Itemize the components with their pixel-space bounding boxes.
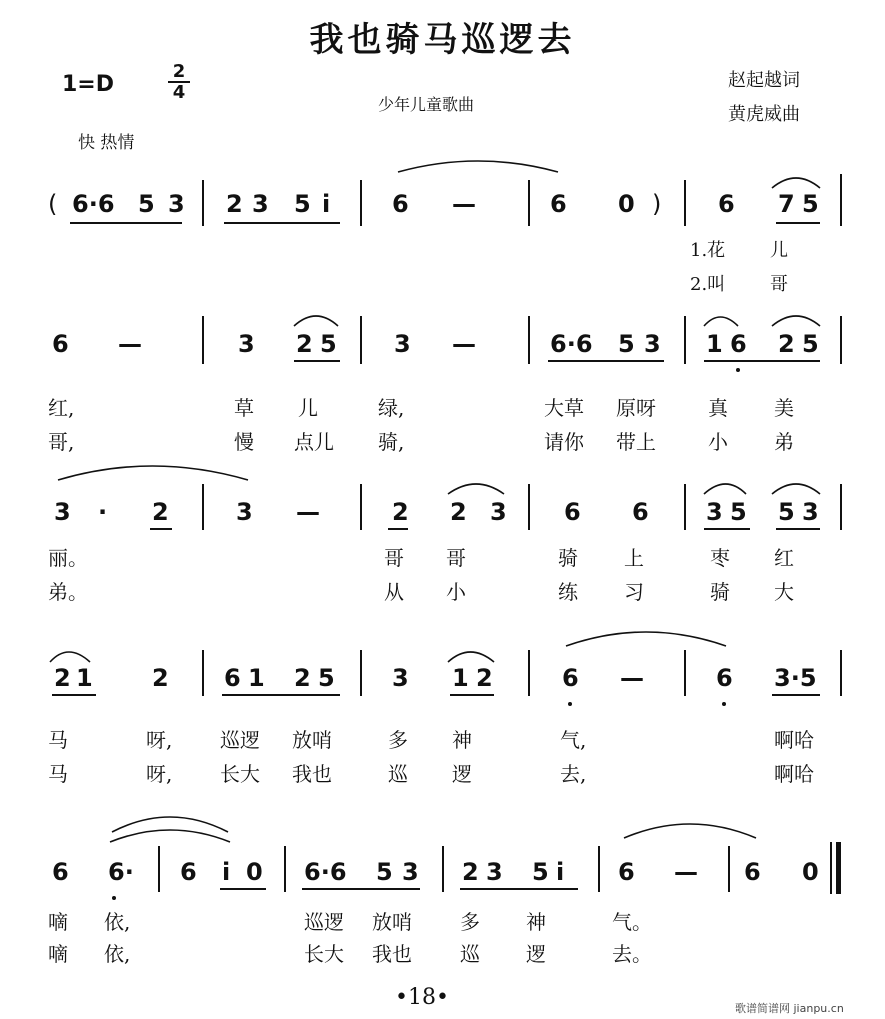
barline bbox=[684, 650, 686, 696]
note: 5 bbox=[138, 190, 155, 218]
note: 0 bbox=[618, 190, 635, 218]
lyric: 美 bbox=[774, 396, 794, 420]
note: 3 bbox=[236, 498, 253, 526]
note: 1 bbox=[452, 664, 469, 692]
note-dash: — bbox=[452, 330, 476, 358]
barline bbox=[684, 484, 686, 530]
slur bbox=[398, 161, 558, 172]
lyric: 气, bbox=[560, 728, 587, 752]
lyric: 请你 bbox=[544, 430, 584, 454]
barline bbox=[442, 846, 444, 892]
note: 3·5 bbox=[774, 664, 817, 692]
slur bbox=[772, 484, 820, 494]
lyric: 多 bbox=[460, 910, 480, 934]
lyric: 我也 bbox=[372, 942, 412, 966]
note: 5 bbox=[778, 498, 795, 526]
lyric: 神 bbox=[526, 910, 546, 934]
underline bbox=[776, 528, 820, 530]
barline bbox=[202, 180, 204, 226]
lyric: 弟。 bbox=[48, 580, 88, 604]
note: 5 bbox=[802, 190, 819, 218]
underline bbox=[704, 528, 750, 530]
low-octave-dot bbox=[722, 702, 726, 706]
lyric: 巡逻 bbox=[220, 728, 260, 752]
note: 3 bbox=[394, 330, 411, 358]
note: 2 bbox=[392, 498, 409, 526]
underline bbox=[220, 888, 266, 890]
note: 3 bbox=[486, 858, 503, 886]
final-barline-thick bbox=[836, 842, 841, 894]
lyric: 气。 bbox=[612, 910, 652, 934]
lyric: 慢 bbox=[234, 430, 254, 454]
note: 3 bbox=[54, 498, 71, 526]
barline bbox=[684, 316, 686, 364]
lyric: 哥 bbox=[770, 274, 788, 295]
lyric: 呀, bbox=[146, 762, 173, 786]
note: 0 bbox=[246, 858, 263, 886]
lyric: 哥 bbox=[446, 546, 466, 570]
lyric: 弟 bbox=[774, 430, 794, 454]
lyric: 大 bbox=[774, 580, 794, 604]
time-signature-bottom: 4 bbox=[168, 81, 190, 102]
lyric: 2.叫 bbox=[690, 274, 726, 295]
lyric: 红, bbox=[48, 396, 75, 420]
lyric: 去, bbox=[560, 762, 587, 786]
lyric: 放哨 bbox=[372, 910, 412, 934]
note: 5 bbox=[532, 858, 549, 886]
note: 2 bbox=[462, 858, 479, 886]
note: 2 bbox=[152, 664, 169, 692]
lyric: 逻 bbox=[526, 942, 546, 966]
note: 6 bbox=[716, 664, 733, 692]
low-octave-dot bbox=[736, 368, 740, 372]
note: 2 bbox=[54, 664, 71, 692]
note: 6 bbox=[744, 858, 761, 886]
underline bbox=[294, 360, 340, 362]
barline bbox=[202, 316, 204, 364]
time-signature-top: 2 bbox=[172, 61, 186, 82]
watermark: 歌谱简谱网 jianpu.cn bbox=[735, 1002, 844, 1015]
barline bbox=[284, 846, 286, 892]
lyric: 点儿 bbox=[294, 430, 334, 454]
note: 6 bbox=[618, 858, 635, 886]
underline bbox=[460, 888, 578, 890]
note-paren-open: ( bbox=[48, 190, 58, 218]
note: 2 bbox=[296, 330, 313, 358]
barline bbox=[360, 180, 362, 226]
note: 6 bbox=[180, 858, 197, 886]
barline bbox=[728, 846, 730, 892]
note: 1 bbox=[248, 664, 265, 692]
lyric: 神 bbox=[452, 728, 472, 752]
note: 6 bbox=[730, 330, 747, 358]
underline bbox=[222, 694, 340, 696]
low-octave-dot bbox=[112, 896, 116, 900]
lyric: 逻 bbox=[452, 762, 472, 786]
slur bbox=[294, 316, 338, 326]
lyric: 骑 bbox=[710, 580, 730, 604]
low-octave-dot bbox=[568, 702, 572, 706]
lyric: 1.花 bbox=[690, 240, 726, 261]
lyric: 嘀 bbox=[48, 942, 68, 966]
lyric: 啊哈 bbox=[774, 728, 814, 752]
lyric: 从 bbox=[384, 580, 404, 604]
note: 6 bbox=[718, 190, 735, 218]
note-dash: — bbox=[620, 664, 644, 692]
lyric: 儿 bbox=[298, 396, 318, 420]
lyric: 骑, bbox=[378, 430, 405, 454]
note: 2 bbox=[294, 664, 311, 692]
subtitle: 少年儿童歌曲 bbox=[378, 95, 475, 114]
lyric: 依, bbox=[104, 942, 131, 966]
underline bbox=[150, 528, 172, 530]
note: 3 bbox=[238, 330, 255, 358]
note: 2 bbox=[778, 330, 795, 358]
note: 0 bbox=[802, 858, 819, 886]
barline bbox=[202, 484, 204, 530]
note: 5 bbox=[376, 858, 393, 886]
note: 3 bbox=[402, 858, 419, 886]
note-dash: — bbox=[674, 858, 698, 886]
note: 6·6 bbox=[72, 190, 115, 218]
lyric: 枣 bbox=[710, 546, 730, 570]
underline bbox=[548, 360, 664, 362]
note: 6·6 bbox=[304, 858, 347, 886]
note: 3 bbox=[168, 190, 185, 218]
lyric: 放哨 bbox=[292, 728, 332, 752]
note: 3 bbox=[706, 498, 723, 526]
lyric: 小 bbox=[446, 580, 466, 604]
barline bbox=[360, 316, 362, 364]
slur bbox=[50, 652, 90, 662]
lyric: 练 bbox=[558, 580, 578, 604]
composer-credit: 黄虎威曲 bbox=[728, 104, 800, 125]
slur bbox=[566, 632, 726, 646]
slur bbox=[58, 466, 248, 480]
lyric: 草 bbox=[234, 396, 254, 420]
note: 6 bbox=[52, 858, 69, 886]
slur bbox=[772, 178, 820, 188]
note: 6· bbox=[108, 858, 134, 886]
barline bbox=[528, 180, 530, 226]
lyric: 依, bbox=[104, 910, 131, 934]
note: 1 bbox=[706, 330, 723, 358]
note: 6 bbox=[550, 190, 567, 218]
note: 5 bbox=[802, 330, 819, 358]
lyric: 巡逻 bbox=[304, 910, 344, 934]
key-signature: 1=D bbox=[62, 72, 115, 97]
underline bbox=[704, 360, 820, 362]
lyric: 原呀 bbox=[616, 396, 656, 420]
barline bbox=[202, 650, 204, 696]
slur bbox=[110, 830, 230, 842]
lyric: 多 bbox=[388, 728, 408, 752]
lyric: 巡 bbox=[388, 762, 408, 786]
note-paren-close: ) bbox=[652, 190, 662, 218]
slur bbox=[704, 484, 746, 494]
lyric: 哥, bbox=[48, 430, 75, 454]
lyric: 啊哈 bbox=[774, 762, 814, 786]
barline bbox=[360, 484, 362, 530]
final-barline-thin bbox=[830, 842, 832, 894]
note: 5 bbox=[730, 498, 747, 526]
underline bbox=[52, 694, 96, 696]
lyric: 哥 bbox=[384, 546, 404, 570]
tempo-marking: 快 热情 bbox=[78, 133, 135, 153]
barline bbox=[528, 316, 530, 364]
page-number: •18• bbox=[395, 985, 449, 1010]
lyric: 我也 bbox=[292, 762, 332, 786]
note: 3 bbox=[392, 664, 409, 692]
barline bbox=[598, 846, 600, 892]
barline bbox=[360, 650, 362, 696]
barline bbox=[158, 846, 160, 892]
note-dash: — bbox=[452, 190, 476, 218]
note: 2 bbox=[152, 498, 169, 526]
note-dot: · bbox=[98, 498, 108, 526]
note: 2 bbox=[226, 190, 243, 218]
note: 6 bbox=[632, 498, 649, 526]
note: 5 bbox=[320, 330, 337, 358]
slur bbox=[624, 824, 756, 838]
barline bbox=[840, 316, 842, 364]
note: 7 bbox=[778, 190, 795, 218]
note: 2 bbox=[450, 498, 467, 526]
lyric: 上 bbox=[624, 546, 644, 570]
note: 6 bbox=[52, 330, 69, 358]
lyric: 马 bbox=[48, 762, 68, 786]
note: 1 bbox=[76, 664, 93, 692]
lyric: 红 bbox=[774, 546, 794, 570]
note: 6 bbox=[224, 664, 241, 692]
lyric: 骑 bbox=[558, 546, 578, 570]
lyric: 小 bbox=[708, 430, 728, 454]
underline bbox=[388, 528, 408, 530]
slur bbox=[704, 317, 738, 326]
underline bbox=[450, 694, 494, 696]
note: 6 bbox=[392, 190, 409, 218]
slur bbox=[448, 484, 504, 494]
note: 3 bbox=[802, 498, 819, 526]
underline bbox=[302, 888, 420, 890]
note: i bbox=[322, 190, 331, 218]
lyricist-credit: 赵起越词 bbox=[728, 70, 800, 91]
note: 3 bbox=[490, 498, 507, 526]
slur bbox=[772, 316, 820, 326]
underline bbox=[772, 694, 820, 696]
lyric: 儿 bbox=[770, 240, 788, 261]
note: 6·6 bbox=[550, 330, 593, 358]
note-dash: — bbox=[118, 330, 142, 358]
note: 6 bbox=[564, 498, 581, 526]
underline bbox=[776, 222, 820, 224]
note-dash: — bbox=[296, 498, 320, 526]
note: 5 bbox=[618, 330, 635, 358]
note: i bbox=[222, 858, 231, 886]
barline bbox=[684, 180, 686, 226]
song-title: 我也骑马巡逻去 bbox=[309, 20, 576, 60]
barline bbox=[528, 484, 530, 530]
lyric: 丽。 bbox=[48, 546, 88, 570]
note: 3 bbox=[252, 190, 269, 218]
underline bbox=[224, 222, 340, 224]
lyric: 去。 bbox=[612, 942, 652, 966]
note: 5 bbox=[318, 664, 335, 692]
note: 5 bbox=[294, 190, 311, 218]
lyric: 大草 bbox=[544, 396, 584, 420]
lyric: 习 bbox=[624, 580, 644, 604]
note: 6 bbox=[562, 664, 579, 692]
lyric: 长大 bbox=[220, 762, 260, 786]
barline bbox=[840, 484, 842, 530]
note: 3 bbox=[644, 330, 661, 358]
lyric: 嘀 bbox=[48, 910, 68, 934]
lyric: 马 bbox=[48, 728, 68, 752]
lyric: 绿, bbox=[378, 396, 405, 420]
underline bbox=[70, 222, 182, 224]
lyric: 长大 bbox=[304, 942, 344, 966]
note: 2 bbox=[476, 664, 493, 692]
barline bbox=[528, 650, 530, 696]
slur bbox=[448, 652, 494, 662]
barline bbox=[840, 650, 842, 696]
lyric: 巡 bbox=[460, 942, 480, 966]
lyric: 带上 bbox=[616, 430, 656, 454]
note: i bbox=[556, 858, 565, 886]
lyric: 呀, bbox=[146, 728, 173, 752]
lyric: 真 bbox=[708, 396, 728, 420]
barline bbox=[840, 174, 842, 226]
